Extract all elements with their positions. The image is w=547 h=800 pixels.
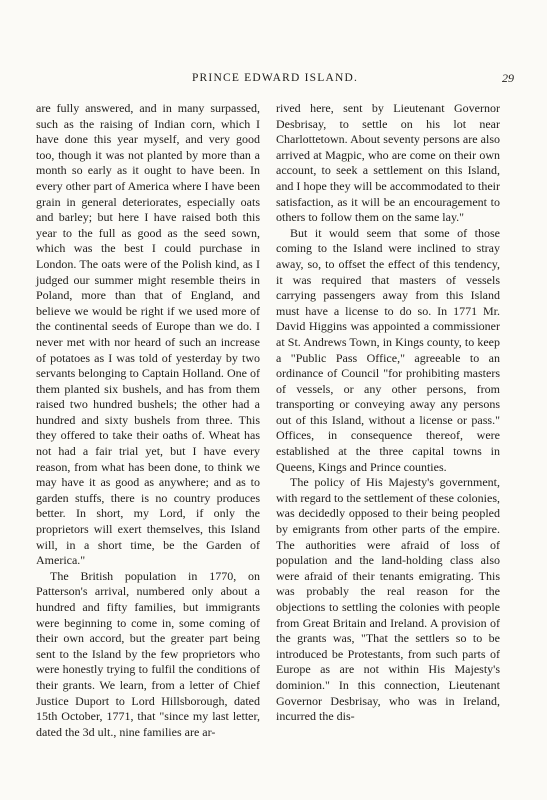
left-column [36, 101, 260, 740]
paragraph: But it would seem that some of those coming to the Island were inclined to stray away, so, to offset the effect of this tendency, it was required that masters of vessels carrying passengers away from this Island must have a license to do so. In 1771 Mr. David Higgins was appointed a commissioner at St. Andrews Town, in Kings county, to keep a "Public Pass Office," agreeable to an ordinance of Council "for prohibiting masters of vessels, or any other persons, from transporting or conveying away any persons out of this Island, without a license or pass." Offices, in consequence thereof, were established at the three capital towns in Queens, Kings and Prince counties. [276, 225, 500, 474]
running-title: PRINCE EDWARD ISLAND. [191, 72, 359, 84]
paragraph: rived here, sent by Lieutenant Governor Desbrisay, to settle on his lot near Charlottetown. About seventy persons are also arrived at Magpic, who are come on their own account, to seek a settlement on this Island, and I hope they will be accommodated to their satisfaction, as it will be an encouragement to others to follow them on the same lay." [276, 101, 500, 225]
paragraph: The policy of His Majesty's government, with regard to the settlement of these colonies, was decidedly opposed to their being peopled by emigrants from other parts of the empire. The authorities were afraid of loss of population and the land-holding class also were afraid of their tenants emigrating. This was probably the real reason for the objections to settling the colonies with people from Great Britain and Ireland. A provision of the grants was, "That the settlers so to be introduced be Protestants, from such parts of Europe as are not within His Majesty's dominion." In this connection, Lieutenant Governor Desbrisay, who was in Ireland, incurred the dis- [276, 475, 500, 724]
page-header [36, 70, 514, 86]
page-number: 29 [502, 71, 514, 85]
paragraph: The British population in 1770, on Patterson's arrival, numbered only about a hundred and fifty families, but immigrants were beginning to come in, some coming of their own accord, but the greater part being sent to the Island by the few proprietors who were honestly trying to fulfil the conditions of their grants. We learn, from a letter of Chief Justice Duport to Lord Hillsborough, dated 15th October, 1771, that "since my last letter, dated the 3d ult., nine families are ar- [36, 568, 260, 739]
paragraph: are fully answered, and in many surpassed, such as the raising of Indian corn, which I have done this year myself, and very good too, though it was not planted by more than a month so early as it ought to have been. In every other part of America where I have been grain in general deteriorates, especially oats and barley; but here I have raised both this year to the full as good as the seed sown, which was the best I could purchase in London. The oats were of the Polish kind, as I judged our summer might resemble theirs in Poland, more than that of England, and believe we would be right if we used more of the continental seeds of Europe than we do. I never met with nor heard of such an increase of potatoes as I was told of yesterday by two servants belonging to Captain Holland. One of them planted six bushels, and has from them raised two hundred bushels; the other had a hundred and sixty bushels from three. This they offered to take their oaths of. Wheat has not had a fair trial yet, but I have every reason, from what has been done, to think we may have it as good as anywhere; and as to garden stuffs, there is no country produces better. In short, my Lord, if only the proprietors will exert themselves, this Island will, in a short time, be the Garden of America." [36, 101, 260, 568]
right-column [276, 101, 500, 725]
